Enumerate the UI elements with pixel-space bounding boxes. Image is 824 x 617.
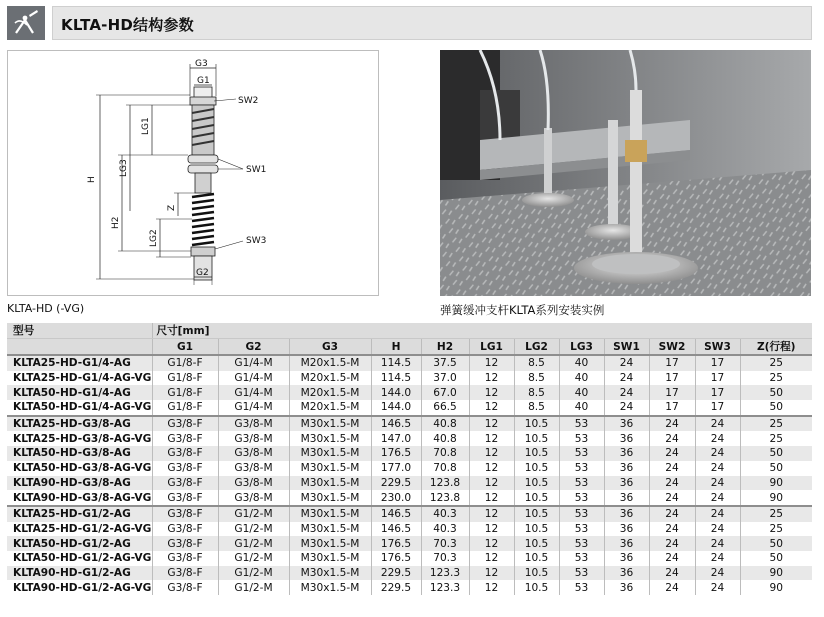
value-cell: 8.5 [514, 371, 559, 386]
value-cell: 8.5 [514, 385, 559, 400]
value-cell: 17 [649, 355, 695, 371]
value-cell: 53 [559, 461, 604, 476]
value-cell: 25 [740, 431, 812, 446]
value-cell: M30x1.5-M [289, 551, 371, 566]
value-cell: 24 [695, 580, 740, 595]
value-cell: 12 [469, 400, 514, 416]
value-cell: 36 [604, 551, 649, 566]
value-cell: 36 [604, 416, 649, 432]
table-header-row-1 [7, 323, 812, 339]
value-cell: 24 [649, 506, 695, 522]
value-cell: 12 [469, 431, 514, 446]
value-cell: G1/4-M [218, 355, 289, 371]
value-cell: 146.5 [371, 506, 421, 522]
model-cell: KLTA25-HD-G1/2-AG [7, 506, 152, 522]
value-cell: 36 [604, 522, 649, 537]
col-header-model: 型号 [7, 323, 152, 339]
value-cell: G3/8-F [152, 416, 218, 432]
value-cell: 147.0 [371, 431, 421, 446]
value-cell: 40.3 [421, 506, 469, 522]
value-cell: 12 [469, 355, 514, 371]
value-cell: 24 [649, 536, 695, 551]
table-row [7, 476, 812, 491]
value-cell: 24 [695, 490, 740, 506]
value-cell: 10.5 [514, 461, 559, 476]
value-cell: 90 [740, 566, 812, 581]
table-row [7, 506, 812, 522]
dim-label-h: H [87, 176, 97, 183]
model-cell: KLTA50-HD-G1/4-AG [7, 385, 152, 400]
value-cell: 229.5 [371, 580, 421, 595]
value-cell: 12 [469, 506, 514, 522]
value-cell: 114.5 [371, 371, 421, 386]
value-cell: 123.8 [421, 490, 469, 506]
value-cell: G1/8-F [152, 400, 218, 416]
value-cell: 36 [604, 431, 649, 446]
value-cell: 10.5 [514, 551, 559, 566]
value-cell: 10.5 [514, 446, 559, 461]
value-cell: 24 [649, 490, 695, 506]
table-row [7, 490, 812, 506]
table-row [7, 580, 812, 595]
value-cell: 50 [740, 536, 812, 551]
value-cell: 177.0 [371, 461, 421, 476]
product-photo [440, 50, 811, 296]
col-header: SW1 [604, 339, 649, 356]
value-cell: 24 [695, 476, 740, 491]
dim-label-lg3: LG3 [119, 159, 129, 177]
dim-label-g3: G3 [195, 59, 208, 69]
table-row [7, 385, 812, 400]
value-cell: 36 [604, 506, 649, 522]
value-cell: 53 [559, 566, 604, 581]
col-header: SW2 [649, 339, 695, 356]
value-cell: 36 [604, 446, 649, 461]
table-row [7, 461, 812, 476]
value-cell: 24 [604, 400, 649, 416]
value-cell: 24 [649, 431, 695, 446]
value-cell: 37.0 [421, 371, 469, 386]
value-cell: 10.5 [514, 536, 559, 551]
value-cell: 12 [469, 461, 514, 476]
value-cell: G3/8-F [152, 536, 218, 551]
value-cell: G1/2-M [218, 506, 289, 522]
col-header: LG3 [559, 339, 604, 356]
value-cell: 17 [695, 371, 740, 386]
value-cell: 123.3 [421, 580, 469, 595]
model-cell: KLTA25-HD-G1/4-AG [7, 355, 152, 371]
value-cell: 12 [469, 551, 514, 566]
value-cell: 24 [695, 536, 740, 551]
value-cell: G3/8-F [152, 522, 218, 537]
value-cell: 24 [649, 566, 695, 581]
value-cell: 36 [604, 461, 649, 476]
dim-label-sw3: SW3 [246, 236, 267, 246]
value-cell: 24 [695, 431, 740, 446]
table-row [7, 400, 812, 416]
value-cell: 17 [695, 400, 740, 416]
value-cell: 12 [469, 522, 514, 537]
value-cell: G1/8-F [152, 355, 218, 371]
model-cell: KLTA25-HD-G1/2-AG-VG [7, 522, 152, 537]
value-cell: M30x1.5-M [289, 446, 371, 461]
value-cell: 40 [559, 385, 604, 400]
value-cell: 10.5 [514, 522, 559, 537]
technical-drawing [7, 50, 379, 296]
value-cell: 176.5 [371, 536, 421, 551]
value-cell: 8.5 [514, 400, 559, 416]
value-cell: 24 [695, 566, 740, 581]
value-cell: 12 [469, 566, 514, 581]
value-cell: 10.5 [514, 566, 559, 581]
table-row [7, 431, 812, 446]
value-cell: 17 [649, 400, 695, 416]
value-cell: 229.5 [371, 566, 421, 581]
model-cell: KLTA90-HD-G3/8-AG-VG [7, 490, 152, 506]
value-cell: 176.5 [371, 446, 421, 461]
value-cell: 17 [695, 355, 740, 371]
value-cell: 70.3 [421, 551, 469, 566]
value-cell: 123.8 [421, 476, 469, 491]
value-cell: 53 [559, 476, 604, 491]
value-cell: 53 [559, 536, 604, 551]
value-cell: 53 [559, 431, 604, 446]
value-cell: G1/2-M [218, 566, 289, 581]
value-cell: 24 [649, 580, 695, 595]
value-cell: 50 [740, 400, 812, 416]
value-cell: 12 [469, 371, 514, 386]
value-cell: 17 [695, 385, 740, 400]
value-cell: 10.5 [514, 506, 559, 522]
value-cell: 36 [604, 476, 649, 491]
dim-label-lg2: LG2 [149, 229, 159, 247]
value-cell: G3/8-F [152, 446, 218, 461]
model-cell: KLTA90-HD-G1/2-AG-VG [7, 580, 152, 595]
value-cell: 50 [740, 446, 812, 461]
spec-table [7, 323, 812, 595]
value-cell: 90 [740, 580, 812, 595]
value-cell: 17 [649, 385, 695, 400]
value-cell: 12 [469, 580, 514, 595]
value-cell: 24 [649, 446, 695, 461]
value-cell: 12 [469, 416, 514, 432]
value-cell: 24 [649, 522, 695, 537]
value-cell: 25 [740, 355, 812, 371]
value-cell: 24 [649, 476, 695, 491]
value-cell: 40 [559, 355, 604, 371]
model-cell: KLTA90-HD-G3/8-AG [7, 476, 152, 491]
value-cell: 36 [604, 490, 649, 506]
table-row [7, 371, 812, 386]
value-cell: 25 [740, 506, 812, 522]
model-cell: KLTA50-HD-G1/2-AG [7, 536, 152, 551]
model-cell: KLTA50-HD-G3/8-AG-VG [7, 461, 152, 476]
value-cell: G3/8-F [152, 551, 218, 566]
value-cell: 90 [740, 476, 812, 491]
value-cell: 70.3 [421, 536, 469, 551]
table-header-row-2 [7, 339, 812, 356]
value-cell: 40.3 [421, 522, 469, 537]
value-cell: G3/8-M [218, 416, 289, 432]
dim-label-sw2: SW2 [238, 96, 259, 106]
dim-label-g1: G1 [197, 76, 210, 86]
value-cell: 24 [649, 416, 695, 432]
value-cell: 123.3 [421, 566, 469, 581]
table-row [7, 522, 812, 537]
value-cell: 70.8 [421, 461, 469, 476]
value-cell: 10.5 [514, 580, 559, 595]
table-row [7, 416, 812, 432]
value-cell: G3/8-F [152, 476, 218, 491]
value-cell: 229.5 [371, 476, 421, 491]
value-cell: 36 [604, 566, 649, 581]
value-cell: G3/8-F [152, 431, 218, 446]
value-cell: G1/2-M [218, 551, 289, 566]
value-cell: M30x1.5-M [289, 431, 371, 446]
value-cell: 25 [740, 371, 812, 386]
value-cell: 144.0 [371, 400, 421, 416]
value-cell: 12 [469, 536, 514, 551]
model-cell: KLTA50-HD-G1/2-AG-VG [7, 551, 152, 566]
table-row [7, 551, 812, 566]
col-header-dims: 尺寸[mm] [152, 323, 812, 339]
value-cell: M30x1.5-M [289, 566, 371, 581]
value-cell: 10.5 [514, 490, 559, 506]
value-cell: 50 [740, 461, 812, 476]
value-cell: G3/8-M [218, 446, 289, 461]
value-cell: 25 [740, 416, 812, 432]
col-header: LG2 [514, 339, 559, 356]
pencil-compass-icon [7, 6, 45, 40]
page-title: KLTA-HD结构参数 [61, 16, 194, 34]
value-cell: 176.5 [371, 551, 421, 566]
value-cell: G1/4-M [218, 400, 289, 416]
value-cell: 24 [695, 446, 740, 461]
value-cell: 24 [695, 506, 740, 522]
dim-label-z: Z [167, 204, 177, 211]
dim-label-sw1: SW1 [246, 165, 267, 175]
value-cell: 53 [559, 416, 604, 432]
value-cell: 40 [559, 371, 604, 386]
value-cell: 53 [559, 490, 604, 506]
value-cell: G1/2-M [218, 536, 289, 551]
value-cell: G3/8-F [152, 490, 218, 506]
value-cell: 144.0 [371, 385, 421, 400]
value-cell: 70.8 [421, 446, 469, 461]
value-cell: M30x1.5-M [289, 522, 371, 537]
model-cell: KLTA25-HD-G3/8-AG [7, 416, 152, 432]
model-cell: KLTA25-HD-G1/4-AG-VG [7, 371, 152, 386]
value-cell: 50 [740, 551, 812, 566]
value-cell: 53 [559, 506, 604, 522]
col-header: LG1 [469, 339, 514, 356]
col-header: G2 [218, 339, 289, 356]
value-cell: G3/8-F [152, 580, 218, 595]
col-header: H2 [421, 339, 469, 356]
value-cell: 24 [695, 551, 740, 566]
value-cell: 67.0 [421, 385, 469, 400]
table-row [7, 536, 812, 551]
section-header [7, 6, 812, 40]
value-cell: 8.5 [514, 355, 559, 371]
model-cell: KLTA90-HD-G1/2-AG [7, 566, 152, 581]
value-cell: M30x1.5-M [289, 490, 371, 506]
value-cell: G3/8-M [218, 490, 289, 506]
value-cell: 90 [740, 490, 812, 506]
value-cell: G3/8-F [152, 506, 218, 522]
value-cell: G3/8-M [218, 476, 289, 491]
model-cell: KLTA50-HD-G1/4-AG-VG [7, 400, 152, 416]
value-cell: 24 [649, 461, 695, 476]
photo-caption: 弹簧缓冲支杆KLTA系列安装实例 [440, 303, 605, 317]
table-row [7, 355, 812, 371]
value-cell: G3/8-F [152, 461, 218, 476]
value-cell: 53 [559, 580, 604, 595]
value-cell: G1/2-M [218, 580, 289, 595]
value-cell: M30x1.5-M [289, 506, 371, 522]
value-cell: M30x1.5-M [289, 461, 371, 476]
value-cell: 230.0 [371, 490, 421, 506]
value-cell: 40.8 [421, 431, 469, 446]
value-cell: M30x1.5-M [289, 580, 371, 595]
dim-label-g2: G2 [196, 268, 209, 278]
value-cell: 146.5 [371, 416, 421, 432]
value-cell: 36 [604, 536, 649, 551]
dim-label-lg1: LG1 [141, 117, 151, 135]
value-cell: G1/4-M [218, 371, 289, 386]
value-cell: 12 [469, 476, 514, 491]
value-cell: G3/8-M [218, 431, 289, 446]
value-cell: 114.5 [371, 355, 421, 371]
value-cell: M20x1.5-M [289, 400, 371, 416]
value-cell: 24 [695, 522, 740, 537]
value-cell: 24 [604, 385, 649, 400]
value-cell: 12 [469, 446, 514, 461]
value-cell: 53 [559, 551, 604, 566]
value-cell: 40.8 [421, 416, 469, 432]
value-cell: G1/4-M [218, 385, 289, 400]
value-cell: 37.5 [421, 355, 469, 371]
value-cell: G3/8-M [218, 461, 289, 476]
value-cell: 25 [740, 522, 812, 537]
value-cell: G1/8-F [152, 385, 218, 400]
value-cell: 53 [559, 522, 604, 537]
value-cell: 24 [695, 461, 740, 476]
table-row [7, 566, 812, 581]
value-cell: 17 [649, 371, 695, 386]
col-header: SW3 [695, 339, 740, 356]
value-cell: 53 [559, 446, 604, 461]
value-cell: 24 [604, 371, 649, 386]
model-cell: KLTA25-HD-G3/8-AG-VG [7, 431, 152, 446]
value-cell: 24 [695, 416, 740, 432]
drawing-caption: KLTA-HD (-VG) [7, 302, 85, 315]
value-cell: 146.5 [371, 522, 421, 537]
value-cell: 40 [559, 400, 604, 416]
table-row [7, 446, 812, 461]
value-cell: G1/2-M [218, 522, 289, 537]
value-cell: 50 [740, 385, 812, 400]
value-cell: M30x1.5-M [289, 476, 371, 491]
col-header: G1 [152, 339, 218, 356]
value-cell: G3/8-F [152, 566, 218, 581]
value-cell: 24 [604, 355, 649, 371]
col-header: G3 [289, 339, 371, 356]
value-cell: 66.5 [421, 400, 469, 416]
value-cell: 24 [649, 551, 695, 566]
value-cell: 12 [469, 490, 514, 506]
value-cell: 10.5 [514, 431, 559, 446]
value-cell: 10.5 [514, 476, 559, 491]
value-cell: 36 [604, 580, 649, 595]
col-header: H [371, 339, 421, 356]
value-cell: M30x1.5-M [289, 536, 371, 551]
value-cell: M20x1.5-M [289, 385, 371, 400]
value-cell: 10.5 [514, 416, 559, 432]
value-cell: 12 [469, 385, 514, 400]
dim-label-h2: H2 [111, 216, 121, 229]
value-cell: M20x1.5-M [289, 371, 371, 386]
value-cell: M30x1.5-M [289, 416, 371, 432]
value-cell: M20x1.5-M [289, 355, 371, 371]
value-cell: G1/8-F [152, 371, 218, 386]
model-cell: KLTA50-HD-G3/8-AG [7, 446, 152, 461]
col-header: Z(行程) [740, 339, 812, 356]
